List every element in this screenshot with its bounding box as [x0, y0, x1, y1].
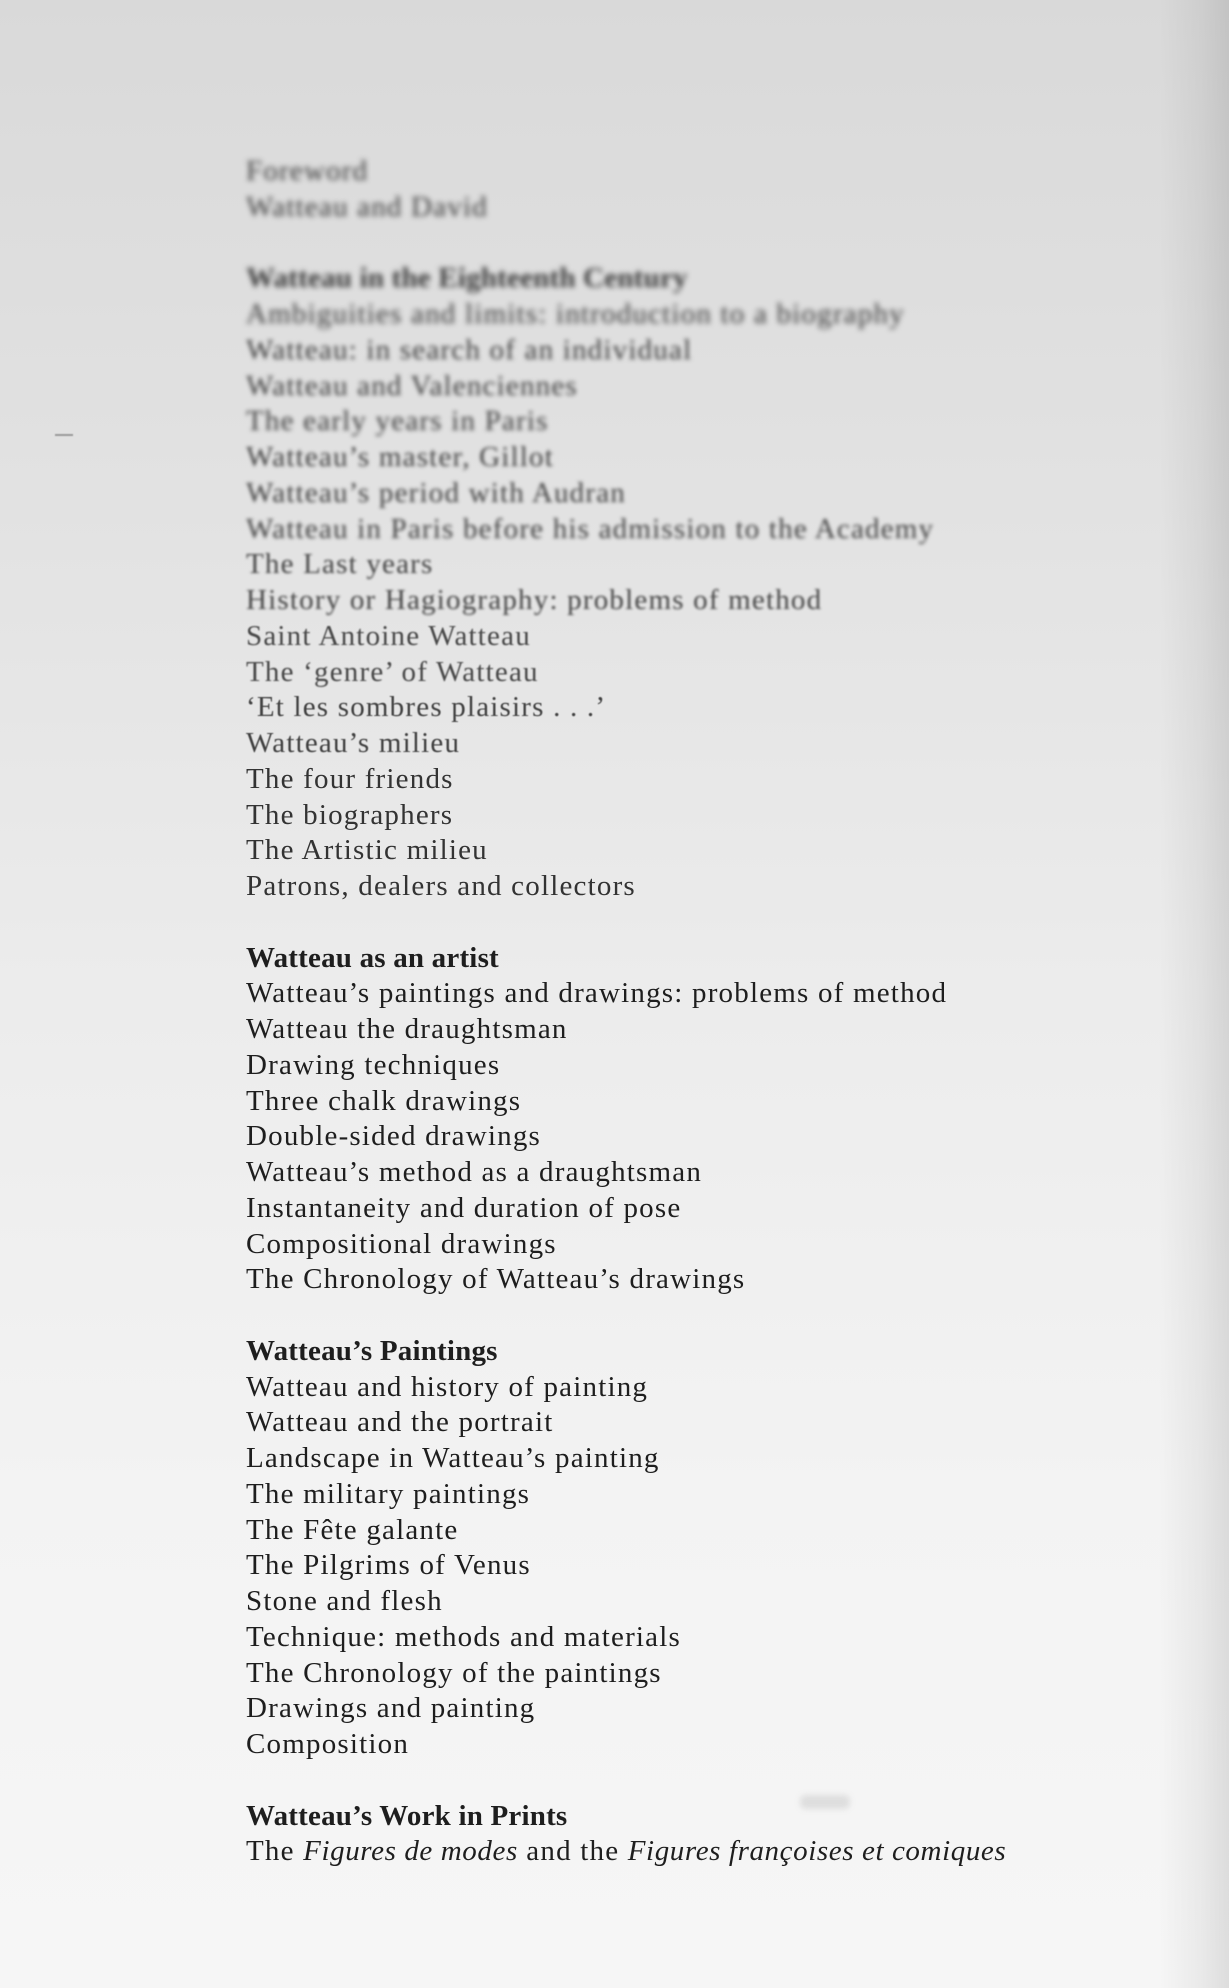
toc-section-paintings [246, 1334, 1146, 1763]
toc-entry: Watteau in Paris before his admission to the Academy [246, 512, 935, 545]
toc-entry: The Last years [246, 548, 434, 581]
toc-entry: The early years in Paris [246, 405, 549, 438]
toc-entry-part: The [246, 1835, 304, 1868]
toc-entry: The Artistic milieu [246, 834, 488, 867]
toc-entry-part: and the [517, 1835, 628, 1868]
toc-section-eighteenth-century [246, 261, 1146, 905]
toc-section-artist [246, 941, 1146, 1299]
toc-entry: Watteau’s master, Gillot [246, 441, 554, 473]
page-edge-shadow [1159, 0, 1229, 1988]
toc-entry: Drawings and painting [246, 1692, 536, 1725]
section-heading: Watteau as an artist [246, 941, 499, 974]
toc-entry: The military paintings [246, 1477, 531, 1510]
toc-entry: Three chalk drawings [246, 1084, 522, 1117]
toc-entry: Technique: methods and materials [246, 1620, 681, 1653]
toc-entry-part-italic: Figures françoises et comiques [627, 1835, 1007, 1868]
toc-entry: ‘Et les sombres plaisirs . . .’ [246, 691, 607, 724]
toc-entry: Watteau and the portrait [246, 1406, 554, 1439]
toc-entry: Watteau’s period with Audran [246, 476, 626, 509]
toc-entry: The Pilgrims of Venus [246, 1549, 531, 1582]
toc-entry: Watteau and Valenciennes [246, 369, 578, 402]
toc-entry: Watteau’s method as a draughtsman [246, 1156, 703, 1188]
toc-entry: Watteau the draughtsman [246, 1013, 568, 1045]
section-heading: Watteau’s Paintings [246, 1334, 498, 1367]
toc-entry: History or Hagiography: problems of method [246, 584, 823, 616]
toc-entry: Composition [246, 1728, 410, 1760]
toc-entry: Double-sided drawings [246, 1120, 542, 1153]
toc-entry: Drawing techniques [246, 1048, 501, 1081]
toc-entry: Saint Antoine Watteau [246, 619, 531, 652]
toc-entry: The Chronology of the paintings [246, 1656, 662, 1689]
toc-entry-watteau-and-david: Watteau and David [246, 190, 488, 223]
toc-entry: Watteau’s paintings and drawings: problems of method [246, 977, 948, 1010]
toc-entry: The four friends [246, 762, 454, 795]
toc-section-prints [246, 1799, 1146, 1871]
toc-entry: The Chronology of Watteau’s drawings [246, 1263, 746, 1296]
toc-entry: Stone and flesh [246, 1585, 443, 1617]
toc-entry: The ‘genre’ of Watteau [246, 655, 539, 688]
section-heading: Watteau in the Eighteenth Century [246, 262, 688, 295]
toc-entry: Landscape in Watteau’s painting [246, 1442, 660, 1474]
toc-entry: Ambiguities and limits: introduction to a biography [246, 298, 905, 330]
toc-entry: Watteau and history of painting [246, 1370, 649, 1403]
toc-entry [246, 1834, 1146, 1870]
toc-entry-part-italic: Figures de modes [303, 1835, 518, 1868]
toc-entry: The biographers [246, 798, 454, 831]
table-of-contents [246, 154, 1146, 1870]
toc-entry: The Fête galante [246, 1513, 459, 1546]
toc-entry: Compositional drawings [246, 1227, 557, 1260]
toc-entry-foreword: Foreword [246, 155, 369, 187]
toc-entry: Instantaneity and duration of pose [246, 1191, 682, 1224]
toc-entry: Watteau: in search of an individual [246, 333, 693, 366]
section-heading: Watteau’s Work in Prints [246, 1799, 568, 1832]
toc-entry: Patrons, dealers and collectors [246, 870, 636, 902]
toc-entry: Watteau’s milieu [246, 727, 461, 759]
scan-mark [55, 434, 73, 436]
